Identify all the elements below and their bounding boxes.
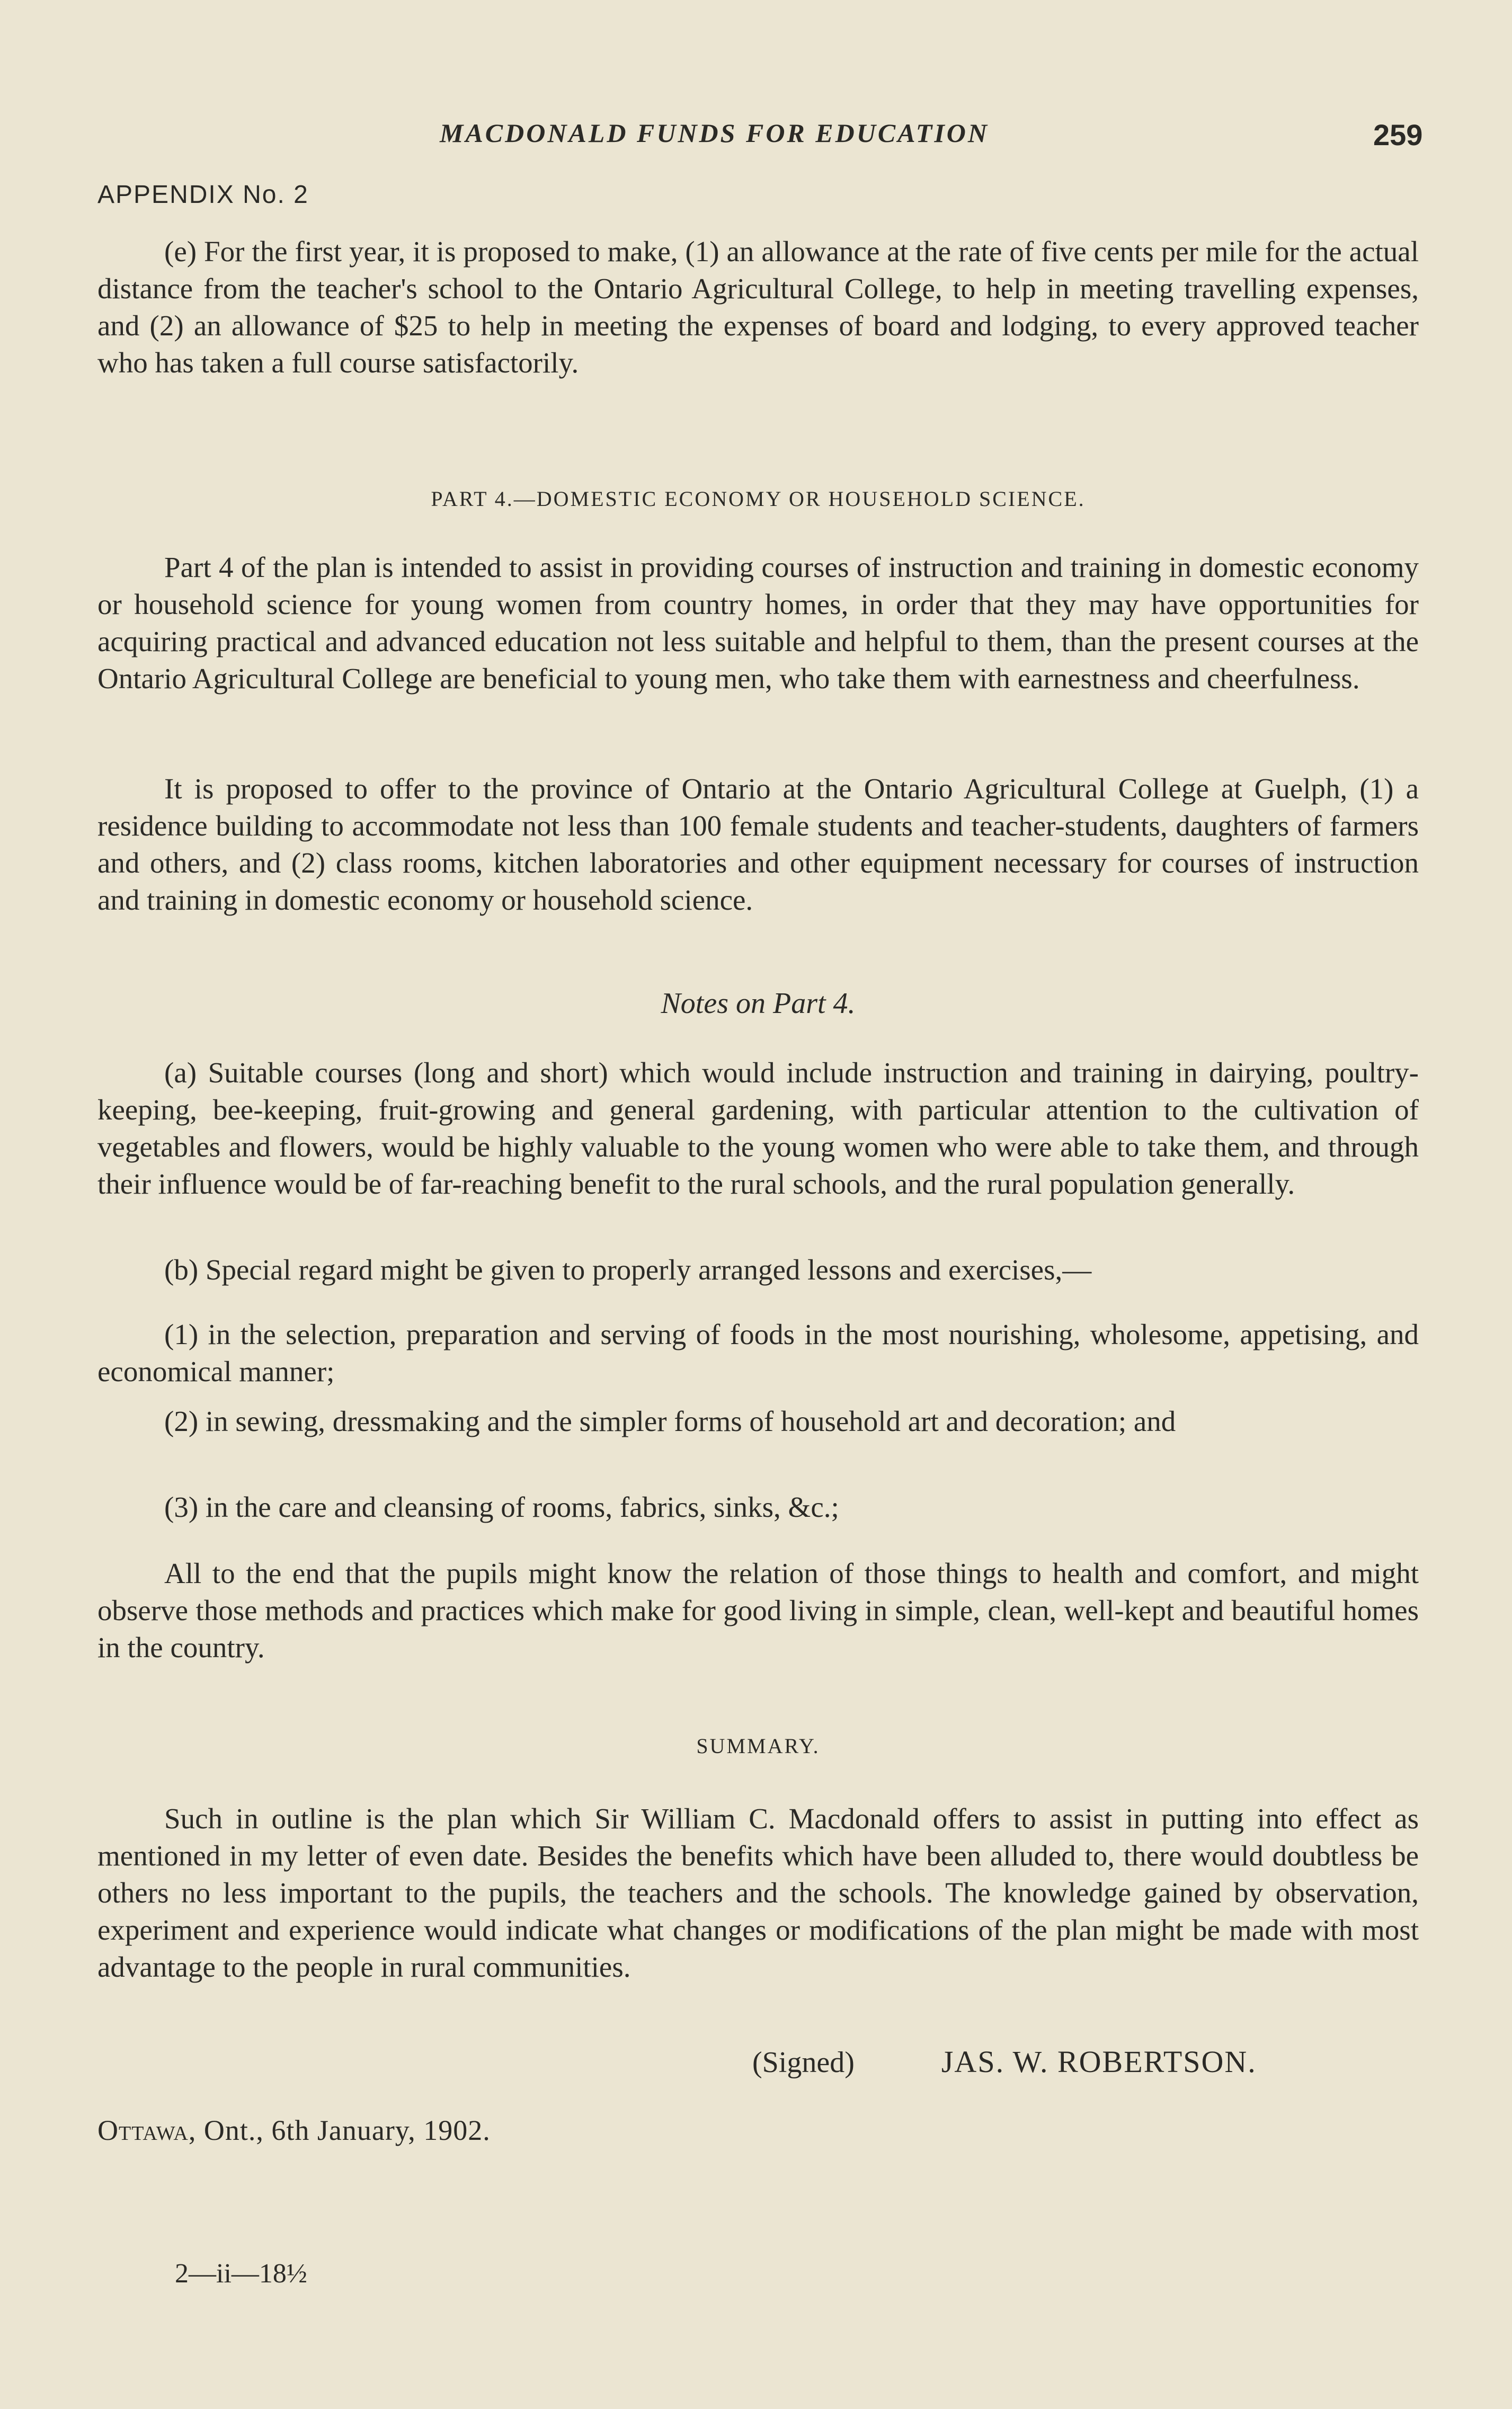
summary-heading: SUMMARY. (696, 1734, 820, 1758)
running-title: MACDONALD FUNDS FOR EDUCATION (440, 118, 989, 148)
list-item-3: (3) in the care and cleansing of rooms, fabrics, sinks, &c.; (164, 1491, 839, 1523)
paragraph-part4-intro: Part 4 of the plan is intended to assist in providing courses of instruction and training in domestic economy or household science for young women from country homes, in order that they may have opportunities for acquiring practical and advanced education not less suitable and helpful to them, than the present courses at the Ontario Agricultural College are beneficial to young men, who take them with earnestness and cheerfulness. (97, 551, 1419, 695)
list-item-1: (1) in the selection, preparation and serving of foods in the most nourishing, wholesome, appetising, and economical manner; (97, 1318, 1419, 1388)
signer-name: JAS. W. ROBERTSON. (941, 2044, 1257, 2079)
signature-block (752, 2044, 1257, 2079)
signature-mark: 2—ii—18½ (175, 2259, 307, 2289)
dateline-place: Ottawa, (97, 2114, 197, 2146)
part4-heading: PART 4.—DOMESTIC ECONOMY OR HOUSEHOLD SCIENCE. (431, 487, 1086, 511)
note-a: (a) Suitable courses (long and short) which would include instruction and training in dairying, poultry-keeping, bee-keeping, fruit-growing and general gardening, with particular attention to the cultivation of vegetables and flowers, would be highly valuable to the young women who were able to take them, and through their influence would be of far-reaching benefit to the rural schools, and the rural population generally. (97, 1056, 1419, 1200)
page-number: 259 (1373, 118, 1423, 152)
appendix-label: APPENDIX No. 2 (97, 181, 309, 209)
notes-heading: Notes on Part 4. (661, 987, 856, 1020)
dateline (97, 2114, 491, 2147)
list-item-2: (2) in sewing, dressmaking and the simpler forms of household art and decoration; and (164, 1405, 1176, 1437)
summary-paragraph: Such in outline is the plan which Sir William C. Macdonald offers to assist in putting into effect as mentioned in my letter of even date. Besides the benefits which have been alluded to, there would doubtless be others no less important to the pupils, the teachers and the schools. The knowledge gained by observation, experiment and experience would indicate what changes or modifications of the plan might be made with most advantage to the people in rural communities. (97, 1802, 1419, 1983)
running-header (0, 118, 1512, 155)
signed-label: (Signed) (752, 2046, 855, 2079)
paragraph-part4-offer: It is proposed to offer to the province of Ontario at the Ontario Agricultural College at Guelph, (1) a residence building to accommodate not less than 100 female students and teacher-students, daughters of farmers and others, and (2) class rooms, kitchen laboratories and other equipment necessary for courses of instruction and training in domestic economy or household science. (97, 772, 1419, 916)
dateline-date: Ont., 6th January, 1902. (196, 2114, 491, 2146)
note-b: (b) Special regard might be given to properly arranged lessons and exercises,— (164, 1254, 1092, 1286)
paragraph-e: (e) For the first year, it is proposed to make, (1) an allowance at the rate of five cents per mile for the actual distance from the teacher's school to the Ontario Agricultural College, to help in meeting travelling expenses, and (2) an allowance of $25 to help in meeting the expenses of board and lodging, to every approved teacher who has taken a full course satisfactorily. (97, 235, 1419, 379)
paragraph-all-end: All to the end that the pupils might know the relation of those things to health and comfort, and might observe those methods and practices which make for good living in simple, clean, well-kept and beautiful homes in the country. (97, 1557, 1419, 1664)
